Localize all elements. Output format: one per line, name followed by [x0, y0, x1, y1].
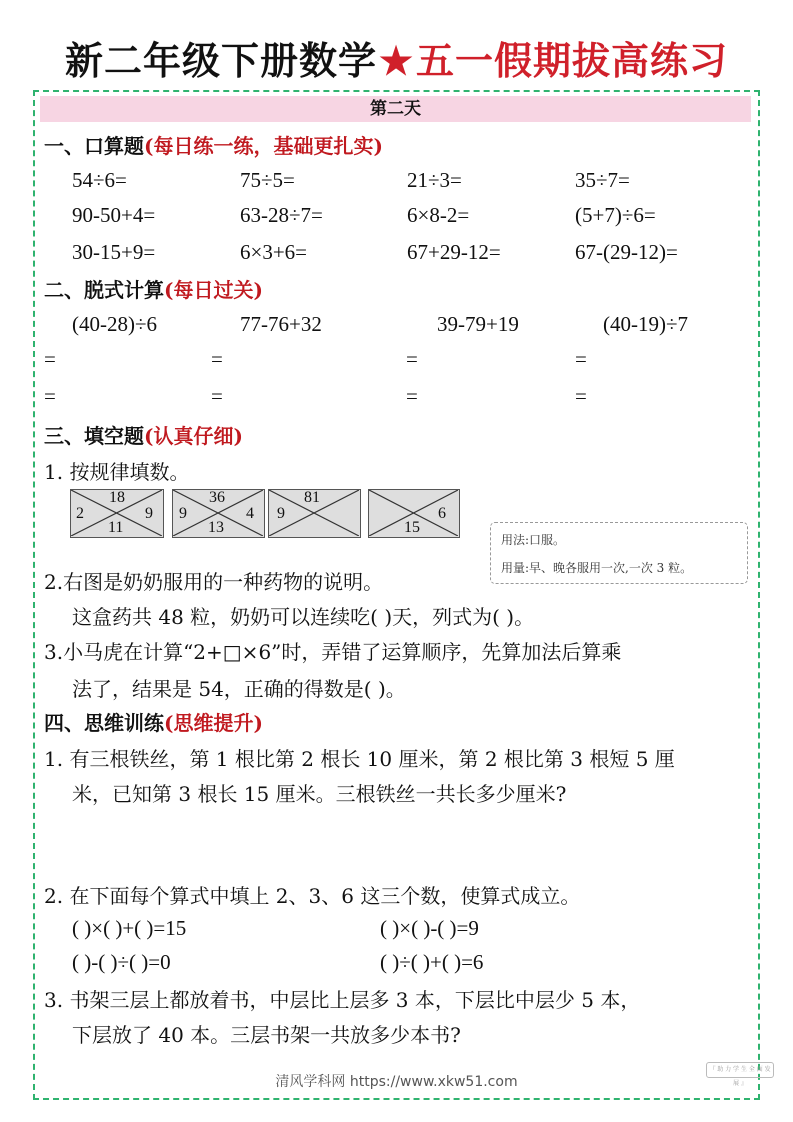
star-icon: ★: [378, 38, 415, 83]
step-eq-4b: =: [575, 384, 587, 408]
think-q1-line1: 1. 有三根铁丝，第 1 根比第 2 根长 10 厘米，第 2 根比第 3 根短 5 厘: [44, 747, 675, 771]
box1-left: 2: [76, 505, 84, 522]
title-part1: 新二年级下册数学: [64, 38, 377, 83]
fill-q1: 1. 按规律填数。: [44, 460, 190, 484]
calc-r3c4: 67-(29-12)=: [575, 240, 678, 264]
box1-bottom: 11: [108, 519, 124, 536]
section3-note: (认真仔细): [144, 424, 243, 448]
box2-right: 4: [246, 505, 254, 522]
section4-title: 四、思维训练: [44, 711, 164, 735]
corner-stamp: 『 助 力 学 生 全 面 发 展 』: [706, 1062, 774, 1078]
section3-title: 三、填空题: [44, 424, 144, 448]
section4-note: (思维提升): [164, 711, 263, 735]
calc-r1c1: 54÷6=: [72, 168, 127, 192]
step-eq-2b: =: [211, 384, 223, 408]
think-q2-eq3: ( )-( )÷( )=0: [72, 950, 171, 974]
calc-r3c3: 67+29-12=: [407, 240, 501, 264]
step-problem-1: (40-28)÷6: [72, 312, 158, 336]
section2-note: (每日过关): [164, 278, 263, 302]
step-eq-1a: =: [44, 347, 56, 371]
box4-bottom: 15: [404, 519, 420, 536]
calc-r1c4: 35÷7=: [575, 168, 630, 192]
page-title: [0, 30, 793, 85]
box4-right: 6: [438, 505, 446, 522]
calc-r2c4: (5+7)÷6=: [575, 203, 656, 227]
fill-q3-line1: 3.小马虎在计算“2+□×6”时，弄错了运算顺序，先算加法后算乘: [44, 640, 622, 664]
think-q2-line1: 2. 在下面每个算式中填上 2、3、6 这三个数，使算式成立。: [44, 884, 581, 908]
calc-r3c1: 30-15+9=: [72, 240, 156, 264]
box2-top: 36: [209, 489, 225, 506]
calc-r2c1: 90-50+4=: [72, 203, 156, 227]
title-part2: 五一假期拔高练习: [416, 38, 729, 83]
think-q1-line2: 米，已知第 3 根长 15 厘米。三根铁丝一共长多少厘米?: [72, 782, 567, 806]
section3-heading: [44, 420, 243, 449]
calc-r2c2: 63-28÷7=: [240, 203, 323, 227]
think-q3-line2: 下层放了 40 本。三层书架一共放多少本书?: [72, 1023, 461, 1047]
calc-r1c3: 21÷3=: [407, 168, 462, 192]
calc-r3c2: 6×3+6=: [240, 240, 308, 264]
fill-q2-line1: 2.右图是奶奶服用的一种药物的说明。: [44, 570, 384, 594]
calc-r1c2: 75÷5=: [240, 168, 295, 192]
calc-r2c3: 6×8-2=: [407, 203, 470, 227]
step-eq-2a: =: [211, 347, 223, 371]
think-q2-eq2: ( )×( )-( )=9: [380, 916, 479, 940]
box1-right: 9: [145, 505, 153, 522]
step-eq-4a: =: [575, 347, 587, 371]
pattern-box-4: [368, 489, 460, 538]
medicine-dosage: 用量:早、晚各服用一次,一次 3 粒。: [501, 561, 693, 575]
box2-left: 9: [179, 505, 187, 522]
medicine-instructions: [490, 522, 748, 584]
section4-heading: [44, 707, 263, 736]
section2-heading: [44, 274, 263, 303]
think-q2-eq1: ( )×( )+( )=15: [72, 916, 187, 940]
box3-left: 9: [277, 505, 285, 522]
section2-title: 二、脱式计算: [44, 278, 164, 302]
think-q2-eq4: ( )÷( )+( )=6: [380, 950, 484, 974]
day-label: 第二天: [40, 96, 751, 122]
step-eq-3a: =: [406, 347, 418, 371]
section1-note: (每日练一练，基础更扎实): [144, 134, 383, 158]
section1-title: 一、口算题: [44, 134, 144, 158]
pattern-box-1: [70, 489, 164, 538]
box1-top: 18: [109, 489, 125, 506]
fill-q2-line2: 这盒药共 48 粒，奶奶可以连续吃( )天，列式为( )。: [72, 605, 535, 629]
pattern-box-2: [172, 489, 265, 538]
medicine-usage: 用法:口服。: [501, 533, 566, 547]
section1-heading: [44, 130, 383, 159]
step-eq-3b: =: [406, 384, 418, 408]
pattern-box-3: [268, 489, 361, 538]
box3-top: 81: [304, 489, 320, 506]
step-problem-4: (40-19)÷7: [603, 312, 689, 336]
step-problem-2: 77-76+32: [240, 312, 322, 336]
step-problem-3: 39-79+19: [437, 312, 519, 336]
step-eq-1b: =: [44, 384, 56, 408]
fill-q3-line2: 法了，结果是 54，正确的得数是( )。: [72, 677, 406, 701]
think-q3-line1: 3. 书架三层上都放着书，中层比上层多 3 本，下层比中层少 5 本，: [44, 988, 641, 1012]
footer-watermark: 清风学科网 https://www.xkw51.com: [275, 1074, 518, 1090]
box2-bottom: 13: [208, 519, 224, 536]
